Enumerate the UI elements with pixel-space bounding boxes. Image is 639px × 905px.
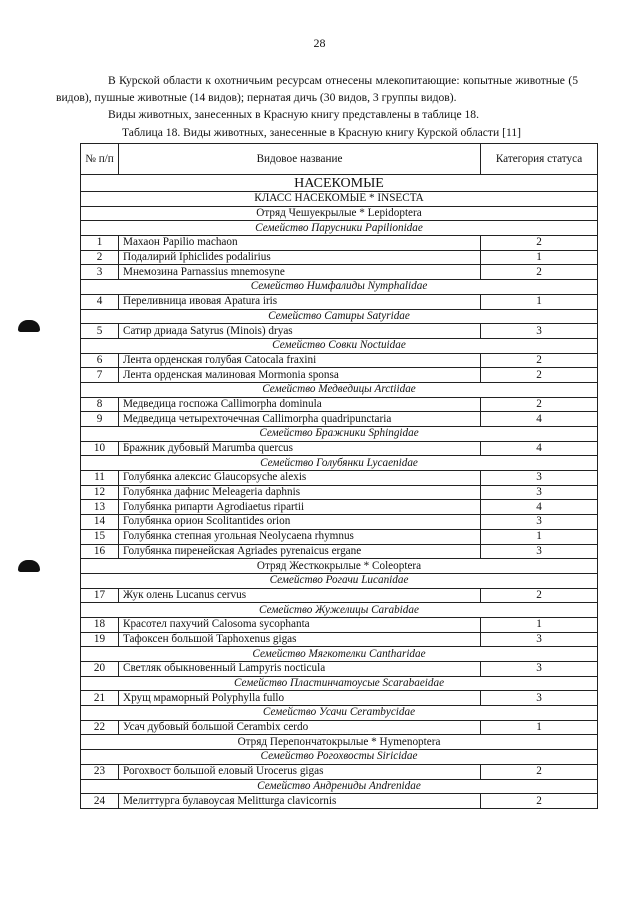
species-name: Мелиттурга булавоусая Melitturga clavicornis	[119, 794, 481, 809]
species-name: Светляк обыкновенный Lampyris nocticula	[119, 662, 481, 677]
status-category: 3	[481, 632, 598, 647]
row-number: 16	[81, 544, 119, 559]
species-name: Тафоксен большой Taphoxenus gigas	[119, 632, 481, 647]
status-category: 1	[481, 529, 598, 544]
family-title: Семейство Совки Noctuidae	[81, 338, 598, 353]
family-row	[81, 573, 598, 588]
section-title: Отряд Перепончатокрылые * Hymenoptera	[81, 735, 598, 750]
species-name: Жук олень Lucanus cervus	[119, 588, 481, 603]
species-name: Подалирий Iphiclides podalirius	[119, 250, 481, 265]
row-number: 12	[81, 485, 119, 500]
status-category: 4	[481, 500, 598, 515]
family-row	[81, 647, 598, 662]
status-category: 3	[481, 544, 598, 559]
intro-text	[56, 72, 578, 123]
section-row	[81, 206, 598, 221]
table-row	[81, 250, 598, 265]
table-caption: Таблица 18. Виды животных, занесенные в Красную книгу Курской области [11]	[122, 126, 521, 139]
family-row	[81, 280, 598, 295]
family-title: Семейство Андрениды Andrenidae	[81, 779, 598, 794]
status-category: 3	[481, 691, 598, 706]
row-number: 13	[81, 500, 119, 515]
species-name: Переливница ивовая Apatura iris	[119, 294, 481, 309]
table-row	[81, 294, 598, 309]
punch-hole-mark	[18, 560, 40, 572]
family-title: Семейство Рогохвосты Siricidae	[81, 750, 598, 765]
species-name: Голубянка степная угольная Neolycaena rhymnus	[119, 529, 481, 544]
status-category: 2	[481, 764, 598, 779]
table-row	[81, 544, 598, 559]
species-name: Лента орденская голубая Catocala fraxini	[119, 353, 481, 368]
family-row	[81, 603, 598, 618]
family-title: Семейство Жужелицы Carabidae	[81, 603, 598, 618]
status-category: 3	[481, 515, 598, 530]
family-title: Семейство Нимфалиды Nymphalidae	[81, 280, 598, 295]
row-number: 5	[81, 324, 119, 339]
species-name: Голубянка алексис Glaucopsyche alexis	[119, 471, 481, 486]
row-number: 20	[81, 662, 119, 677]
species-name: Голубянка орион Scolitantides orion	[119, 515, 481, 530]
category-row	[81, 175, 598, 192]
row-number: 24	[81, 794, 119, 809]
status-category: 4	[481, 412, 598, 427]
intro-paragraph-1: В Курской области к охотничьим ресурсам отнесены млекопитающие: копытные животные (5 видов), пушные животные (14 видов); пернатая дичь (30 видов, 3 группы видов).	[56, 74, 578, 104]
species-name: Голубянка дафнис Meleageria daphnis	[119, 485, 481, 500]
table-row	[81, 368, 598, 383]
table-row	[81, 324, 598, 339]
table-row	[81, 720, 598, 735]
table-row	[81, 617, 598, 632]
status-category: 2	[481, 588, 598, 603]
species-name: Мнемозина Parnassius mnemosyne	[119, 265, 481, 280]
table-row	[81, 441, 598, 456]
family-title: Семейство Усачи Cerambycidae	[81, 706, 598, 721]
status-category: 2	[481, 794, 598, 809]
status-category: 3	[481, 471, 598, 486]
family-title: Семейство Парусники Papilionidae	[81, 221, 598, 236]
table-row	[81, 500, 598, 515]
row-number: 14	[81, 515, 119, 530]
table-row	[81, 412, 598, 427]
row-number: 19	[81, 632, 119, 647]
table-header-row	[81, 144, 598, 175]
header-name: Видовое название	[119, 144, 481, 175]
status-category: 1	[481, 720, 598, 735]
section-row	[81, 735, 598, 750]
species-name: Лента орденская малиновая Mormonia sponsa	[119, 368, 481, 383]
row-number: 1	[81, 236, 119, 251]
family-title: Семейство Сатиры Satyridae	[81, 309, 598, 324]
table-row	[81, 691, 598, 706]
species-name: Медведица четырехточечная Callimorpha quadripunctaria	[119, 412, 481, 427]
row-number: 3	[81, 265, 119, 280]
family-row	[81, 750, 598, 765]
species-name: Медведица госпожа Callimorpha dominula	[119, 397, 481, 412]
table-body	[81, 175, 598, 809]
row-number: 17	[81, 588, 119, 603]
family-title: Семейство Мягкотелки Cantharidae	[81, 647, 598, 662]
table-row	[81, 471, 598, 486]
species-name: Сатир дриада Satyrus (Minois) dryas	[119, 324, 481, 339]
header-number: № п/п	[81, 144, 119, 175]
status-category: 4	[481, 441, 598, 456]
row-number: 8	[81, 397, 119, 412]
table-row	[81, 353, 598, 368]
family-row	[81, 779, 598, 794]
status-category: 2	[481, 397, 598, 412]
table-row	[81, 764, 598, 779]
status-category: 2	[481, 236, 598, 251]
table-row	[81, 632, 598, 647]
table-row	[81, 236, 598, 251]
family-row	[81, 706, 598, 721]
species-name: Махаон Papilio machaon	[119, 236, 481, 251]
family-row	[81, 427, 598, 442]
row-number: 18	[81, 617, 119, 632]
row-number: 7	[81, 368, 119, 383]
family-row	[81, 456, 598, 471]
row-number: 2	[81, 250, 119, 265]
family-title: Семейство Бражники Sphingidae	[81, 427, 598, 442]
species-name: Голубянка рипарти Agrodiaetus ripartii	[119, 500, 481, 515]
status-category: 2	[481, 353, 598, 368]
section-row	[81, 192, 598, 207]
row-number: 6	[81, 353, 119, 368]
species-name: Бражник дубовый Marumba quercus	[119, 441, 481, 456]
section-title: Отряд Чешуекрылые * Lepidoptera	[81, 206, 598, 221]
family-row	[81, 338, 598, 353]
family-row	[81, 221, 598, 236]
family-title: Семейство Голубянки Lycaenidae	[81, 456, 598, 471]
species-name: Хрущ мраморный Polyphylla fullo	[119, 691, 481, 706]
species-name: Красотел пахучий Calosoma sycophanta	[119, 617, 481, 632]
table-row	[81, 265, 598, 280]
punch-hole-mark	[18, 320, 40, 332]
species-name: Рогохвост большой еловый Urocerus gigas	[119, 764, 481, 779]
status-category: 1	[481, 250, 598, 265]
intro-paragraph-2: Виды животных, занесенных в Красную книгу представлены в таблице 18.	[108, 108, 479, 121]
status-category: 2	[481, 265, 598, 280]
row-number: 11	[81, 471, 119, 486]
section-title: КЛАСС НАСЕКОМЫЕ * INSECTA	[81, 192, 598, 207]
section-title: Отряд Жесткокрылые * Coleoptera	[81, 559, 598, 574]
family-row	[81, 309, 598, 324]
family-row	[81, 676, 598, 691]
row-number: 4	[81, 294, 119, 309]
family-title: Семейство Пластинчатоусые Scarabaeidae	[81, 676, 598, 691]
table-row	[81, 515, 598, 530]
row-number: 15	[81, 529, 119, 544]
section-row	[81, 559, 598, 574]
family-title: Семейство Медведицы Arctiidae	[81, 382, 598, 397]
status-category: 3	[481, 485, 598, 500]
page-number: 28	[313, 36, 326, 50]
status-category: 1	[481, 617, 598, 632]
table-row	[81, 588, 598, 603]
row-number: 22	[81, 720, 119, 735]
species-name: Голубянка пиренейская Agriades pyrenaicus ergane	[119, 544, 481, 559]
category-title: НАСЕКОМЫЕ	[81, 175, 598, 192]
table-row	[81, 529, 598, 544]
table-row	[81, 397, 598, 412]
status-category: 3	[481, 324, 598, 339]
status-category: 1	[481, 294, 598, 309]
row-number: 23	[81, 764, 119, 779]
table-row	[81, 485, 598, 500]
species-name: Усач дубовый большой Cerambix cerdo	[119, 720, 481, 735]
status-category: 3	[481, 662, 598, 677]
row-number: 10	[81, 441, 119, 456]
family-row	[81, 382, 598, 397]
header-status: Категория статуса	[481, 144, 598, 175]
row-number: 21	[81, 691, 119, 706]
family-title: Семейство Рогачи Lucanidae	[81, 573, 598, 588]
red-book-table	[80, 143, 598, 809]
row-number: 9	[81, 412, 119, 427]
table-row	[81, 662, 598, 677]
status-category: 2	[481, 368, 598, 383]
table-row	[81, 794, 598, 809]
